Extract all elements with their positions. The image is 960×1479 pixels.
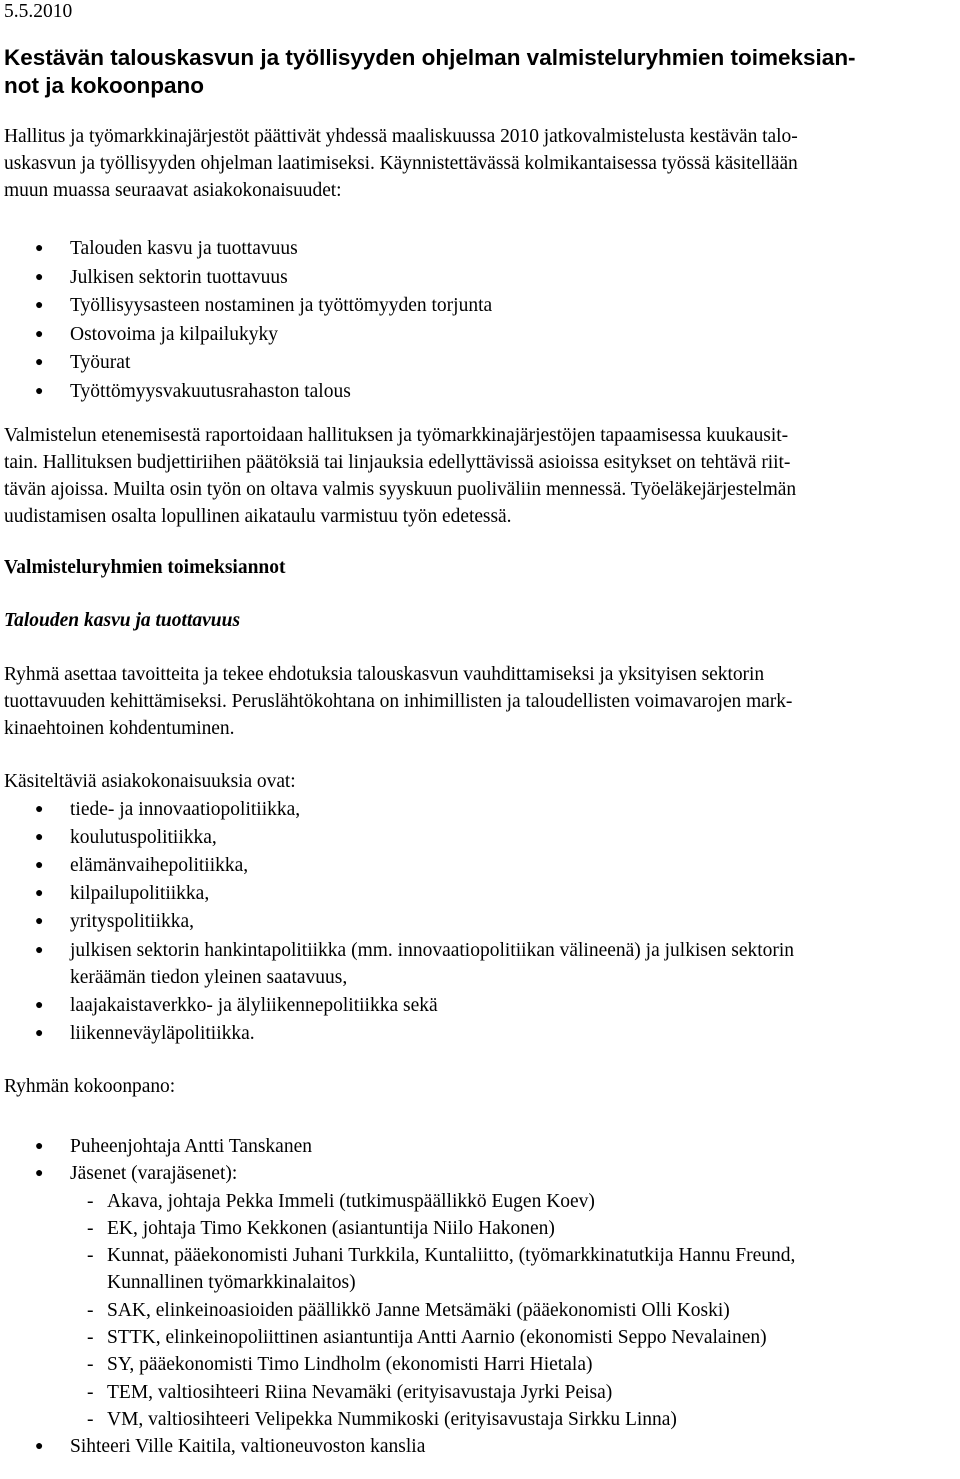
list-item: ● Jäsenet (varajäsenet):	[4, 1160, 956, 1187]
list-item: ● Ostovoima ja kilpailukyky	[4, 321, 956, 350]
intro-paragraph: Hallitus ja työmarkkinajärjestöt päättivät yhdessä maaliskuussa 2010 jatkovalmistelusta kestävän talo- uskasvun ja työllisyyden ohjelman laatimiseksi. Käynnistettävässä kolmikantaisessa työssä käsitellään muun muassa seuraavat asiakokonaisuudet:	[4, 126, 798, 201]
list-item: ● julkisen sektorin hankintapolitiikka (mm. innovaatiopolitiikan välineenä) ja julkisen sektorin keräämän tiedon yleinen saatavuus,	[4, 937, 956, 992]
bullet-dot-icon: ●	[35, 1025, 44, 1041]
dash-icon: -	[87, 1354, 94, 1376]
bullet-dot-icon: ●	[35, 241, 44, 256]
member-item: - TEM, valtiosihteeri Riina Nevamäki (erityisavustaja Jyrki Peisa)	[4, 1379, 956, 1406]
secretary-list	[4, 1433, 956, 1460]
member-item: - SY, pääekonomisti Timo Lindholm (ekonomisti Harri Hietala)	[4, 1351, 956, 1378]
bullet-dot-icon: ●	[35, 997, 44, 1013]
dash-icon: -	[87, 1327, 94, 1349]
group-topic-list	[4, 796, 956, 1048]
topics-label: Käsiteltäviä asiakokonaisuuksia ovat:	[4, 770, 296, 792]
list-item: ● elämänvaihepolitiikka,	[4, 852, 956, 880]
dash-icon: -	[87, 1299, 94, 1321]
document-title: Kestävän talouskasvun ja työllisyyden ohjelman valmisteluryhmien toimeksian- not ja kokoonpano	[4, 45, 856, 98]
bullet-dot-icon: ●	[35, 1166, 44, 1182]
dash-icon: -	[87, 1408, 94, 1430]
list-item: ● Työttömyysvakuutusrahaston talous	[4, 378, 956, 407]
bullet-dot-icon: ●	[35, 942, 44, 958]
member-item: - EK, johtaja Timo Kekkonen (asiantuntija Niilo Hakonen)	[4, 1215, 956, 1242]
member-item: - VM, valtiosihteeri Velipekka Nummikoski (erityisavustaja Sirkku Linna)	[4, 1406, 956, 1433]
member-list	[4, 1188, 956, 1434]
list-item: ● tiede- ja innovaatiopolitiikka,	[4, 796, 956, 824]
list-item: ● Julkisen sektorin tuottavuus	[4, 264, 956, 293]
section-heading: Valmisteluryhmien toimeksiannot	[4, 556, 286, 578]
bullet-dot-icon: ●	[35, 383, 44, 399]
topic-list	[4, 235, 956, 407]
group-heading: Talouden kasvu ja tuottavuus	[4, 609, 241, 631]
dash-icon: -	[87, 1245, 94, 1267]
bullet-dot-icon: ●	[35, 857, 44, 873]
member-item: - STTK, elinkeinopoliittinen asiantuntija Antti Aarnio (ekonomisti Seppo Nevalainen)	[4, 1324, 956, 1351]
member-item: - Kunnat, pääekonomisti Juhani Turkkila, Kuntaliitto, (työmarkkinatutkija Hannu Freund, Kunnallinen työmarkkinalaitos)	[4, 1242, 956, 1297]
bullet-dot-icon: ●	[35, 914, 44, 930]
document-date: 5.5.2010	[4, 1, 73, 22]
list-item: ● Talouden kasvu ja tuottavuus	[4, 235, 956, 264]
bullet-dot-icon: ●	[35, 1138, 44, 1154]
list-item: ● Työurat	[4, 349, 956, 378]
bullet-dot-icon: ●	[35, 326, 44, 342]
list-item: ● liikenneväyläpolitiikka.	[4, 1020, 956, 1048]
list-item: ● kilpailupolitiikka,	[4, 880, 956, 908]
bullet-dot-icon: ●	[35, 1439, 44, 1455]
bullet-dot-icon: ●	[35, 801, 44, 817]
bullet-dot-icon: ●	[35, 355, 44, 371]
list-item: ● Sihteeri Ville Kaitila, valtioneuvoston kanslia	[4, 1433, 956, 1460]
list-item: ● Työllisyysasteen nostaminen ja työttömyyden torjunta	[4, 292, 956, 321]
composition-list	[4, 1133, 956, 1188]
document-page	[4, 0, 956, 1461]
dash-icon: -	[87, 1217, 94, 1239]
bullet-dot-icon: ●	[35, 298, 44, 314]
dash-icon: -	[87, 1190, 94, 1212]
dash-icon: -	[87, 1381, 94, 1403]
bullet-dot-icon: ●	[35, 886, 44, 902]
bullet-dot-icon: ●	[35, 829, 44, 845]
group-description: Ryhmä asettaa tavoitteita ja tekee ehdotuksia talouskasvun vauhdittamiseksi ja yksityisen sektorin tuottavuuden kehittämiseksi. Peruslähtökohtana on inhimillisten ja taloudellisten voimavarojen mark- kinaehtoinen kohdentuminen.	[4, 663, 793, 739]
member-item: - Akava, johtaja Pekka Immeli (tutkimuspäällikkö Eugen Koev)	[4, 1188, 956, 1215]
list-item: ● laajakaistaverkko- ja älyliikennepolitiikka sekä	[4, 992, 956, 1020]
reporting-paragraph: Valmistelun etenemisestä raportoidaan hallituksen ja työmarkkinajärjestöjen tapaamisessa kuukausit- tain. Hallituksen budjettiriihen päätöksiä tai linjauksia edellyttävissä asioissa esitykset on tehtävä riit- tävän ajoissa. Muilta osin työn on oltava valmis syyskuun puoliväliin mennessä. Työeläkejärjestelmän uudistamisen osalta lopullinen aikataulu varmistuu työn edetessä.	[4, 424, 797, 527]
bullet-dot-icon: ●	[35, 269, 44, 285]
composition-label: Ryhmän kokoonpano:	[4, 1075, 176, 1097]
list-item: ● yrityspolitiikka,	[4, 908, 956, 936]
list-item: ● koulutuspolitiikka,	[4, 824, 956, 852]
list-item: ● Puheenjohtaja Antti Tanskanen	[4, 1133, 956, 1160]
member-item: - SAK, elinkeinoasioiden päällikkö Janne Metsämäki (pääekonomisti Olli Koski)	[4, 1297, 956, 1324]
